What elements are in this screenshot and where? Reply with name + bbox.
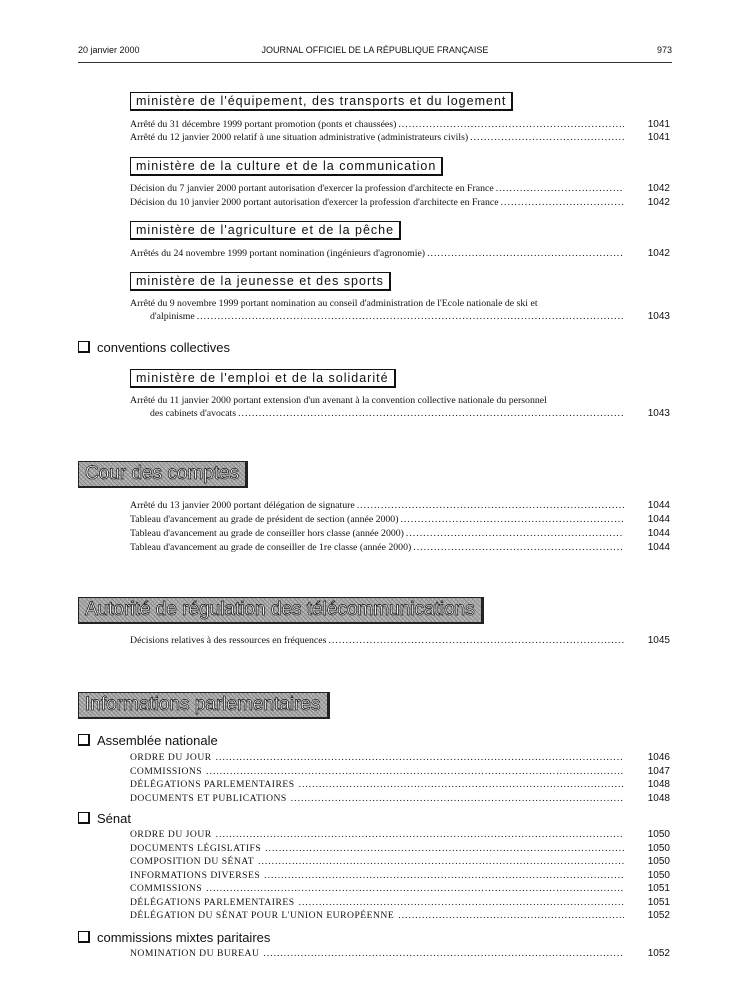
entry-page: 1042 — [647, 197, 670, 208]
entry-page: 1043 — [647, 408, 670, 419]
checkbox-square-icon — [78, 734, 90, 746]
entry-text: DÉLÉGATIONS PARLEMENTAIRES — [130, 896, 299, 910]
entry-page: 1051 — [647, 883, 670, 894]
header-title: JOURNAL OFFICIEL DE LA RÉPUBLIQUE FRANÇAISE — [261, 45, 489, 55]
section-heading-text: conventions collectives — [97, 340, 230, 355]
cour-des-comptes-banner: Cour des comptes — [78, 461, 248, 488]
section-commissions-mixtes-paritaires — [78, 930, 270, 945]
entry-text: COMMISSIONS — [130, 882, 206, 896]
toc-entry[interactable] — [130, 855, 670, 869]
entry-page: 1043 — [647, 311, 670, 322]
entry-text-line2: des cabinets d'avocats — [150, 408, 237, 419]
entry-text: INFORMATIONS DIVERSES — [130, 869, 264, 883]
entry-text: Décisions relatives à des ressources en fréquences — [130, 635, 327, 646]
entry-page: 1050 — [647, 829, 670, 840]
section-conventions-collectives — [78, 340, 230, 355]
entry-text-line2: d'alpinisme — [150, 311, 195, 322]
entry-text: DÉLÉGATION DU SÉNAT POUR L'UNION EUROPÉENNE — [130, 909, 398, 923]
entry-text: Tableau d'avancement au grade de conseiller de 1re classe (année 2000) — [130, 542, 412, 553]
toc-entry[interactable] — [130, 947, 670, 961]
entry-page: 1045 — [647, 635, 670, 646]
entry-page: 1047 — [647, 765, 670, 777]
section-heading-text: Assemblée nationale — [97, 733, 218, 748]
header-date: 20 janvier 2000 — [78, 45, 140, 55]
cmp-toc-list — [130, 947, 670, 961]
entry-text: Arrêté du 12 janvier 2000 relatif à une situation administrative (administrateurs civils) — [130, 132, 469, 143]
toc-entry[interactable] — [130, 828, 670, 842]
section-heading-text: commissions mixtes paritaires — [97, 930, 271, 945]
entry-text: Arrêté du 13 janvier 2000 portant délégation de signature — [130, 500, 355, 511]
entry-text: DOCUMENTS LÉGISLATIFS — [130, 842, 265, 856]
section-heading-text: Sénat — [97, 811, 131, 826]
entry-page: 1052 — [647, 948, 670, 959]
entry-text: Décision du 10 janvier 2000 portant autorisation d'exercer la profession d'architecte en France — [130, 197, 499, 208]
toc-entry[interactable] — [130, 765, 670, 779]
section-senat — [78, 811, 131, 826]
toc-entry[interactable] — [130, 792, 670, 806]
entry-text-line1: Arrêté du 9 novembre 1999 portant nomination au conseil d'administration de l'Ecole nationale de ski et — [130, 298, 538, 309]
entry-page: 1050 — [647, 842, 670, 854]
toc-entry[interactable] — [130, 896, 670, 910]
entry-page: 1046 — [647, 752, 670, 763]
page-header — [78, 45, 672, 59]
entry-page: 1052 — [647, 910, 670, 921]
toc-entry[interactable] — [130, 778, 670, 792]
section-assemblee-nationale — [78, 733, 218, 748]
header-rule — [78, 62, 672, 63]
entry-text: DOCUMENTS ET PUBLICATIONS — [130, 792, 291, 806]
entry-page: 1048 — [647, 792, 670, 804]
entry-text: Décision du 7 janvier 2000 portant autorisation d'exercer la profession d'architecte en France — [130, 183, 494, 194]
toc-entry[interactable] — [130, 297, 670, 323]
entry-page: 1044 — [647, 500, 670, 511]
toc-entry[interactable] — [130, 842, 670, 856]
entry-page: 1044 — [647, 514, 670, 525]
entry-page: 1051 — [647, 896, 670, 908]
entry-page: 1042 — [647, 248, 670, 259]
entry-text: Tableau d'avancement au grade de conseiller hors classe (année 2000) — [130, 528, 404, 539]
entry-page: 1044 — [647, 528, 670, 539]
entry-text: Arrêtés du 24 novembre 1999 portant nomination (ingénieurs d'agronomie) — [130, 248, 426, 259]
checkbox-square-icon — [78, 812, 90, 824]
senat-toc-list — [130, 828, 670, 923]
assemblee-toc-list — [130, 751, 670, 805]
autorite-regulation-banner: Autorité de régulation des télécommunications — [78, 597, 484, 624]
entry-text: Arrêté du 31 décembre 1999 portant promotion (ponts et chaussées) — [130, 119, 397, 130]
ministry-emploi-heading: ministère de l'emploi et de la solidarité — [130, 369, 396, 388]
entry-text: DÉLÉGATIONS PARLEMENTAIRES — [130, 778, 299, 792]
checkbox-square-icon — [78, 341, 90, 353]
ministry-culture-heading: ministère de la culture et de la communication — [130, 157, 443, 176]
header-page-number: 973 — [656, 45, 672, 55]
entry-page: 1041 — [647, 132, 670, 143]
toc-entry[interactable] — [130, 882, 670, 896]
entry-page: 1044 — [647, 542, 670, 553]
ministry-jeunesse-heading: ministère de la jeunesse et des sports — [130, 272, 391, 291]
entry-text: Tableau d'avancement au grade de président de section (année 2000) — [130, 514, 399, 525]
entry-page: 1041 — [647, 119, 670, 130]
informations-parlementaires-banner: Informations parlementaires — [78, 692, 330, 719]
entry-page: 1050 — [647, 869, 670, 881]
toc-entry[interactable] — [130, 751, 670, 765]
ministry-agriculture-heading: ministère de l'agriculture et de la pêche — [130, 221, 401, 240]
entry-text-line1: Arrêté du 11 janvier 2000 portant extension d'un avenant à la convention collective nationale du personnel — [130, 395, 547, 406]
checkbox-square-icon — [78, 931, 90, 943]
toc-entry[interactable] — [130, 394, 670, 420]
ministry-equipement-heading: ministère de l'équipement, des transports et du logement — [130, 92, 513, 111]
entry-text: COMPOSITION DU SÉNAT — [130, 855, 258, 869]
entry-page: 1048 — [647, 779, 670, 790]
entry-text: ORDRE DU JOUR — [130, 828, 216, 842]
entry-page: 1050 — [647, 856, 670, 867]
toc-entry[interactable] — [130, 869, 670, 883]
entry-text: ORDRE DU JOUR — [130, 751, 216, 765]
entry-text: NOMINATION DU BUREAU — [130, 947, 263, 961]
toc-entry[interactable] — [130, 909, 670, 923]
entry-text: COMMISSIONS — [130, 765, 206, 779]
entry-page: 1042 — [647, 183, 670, 194]
